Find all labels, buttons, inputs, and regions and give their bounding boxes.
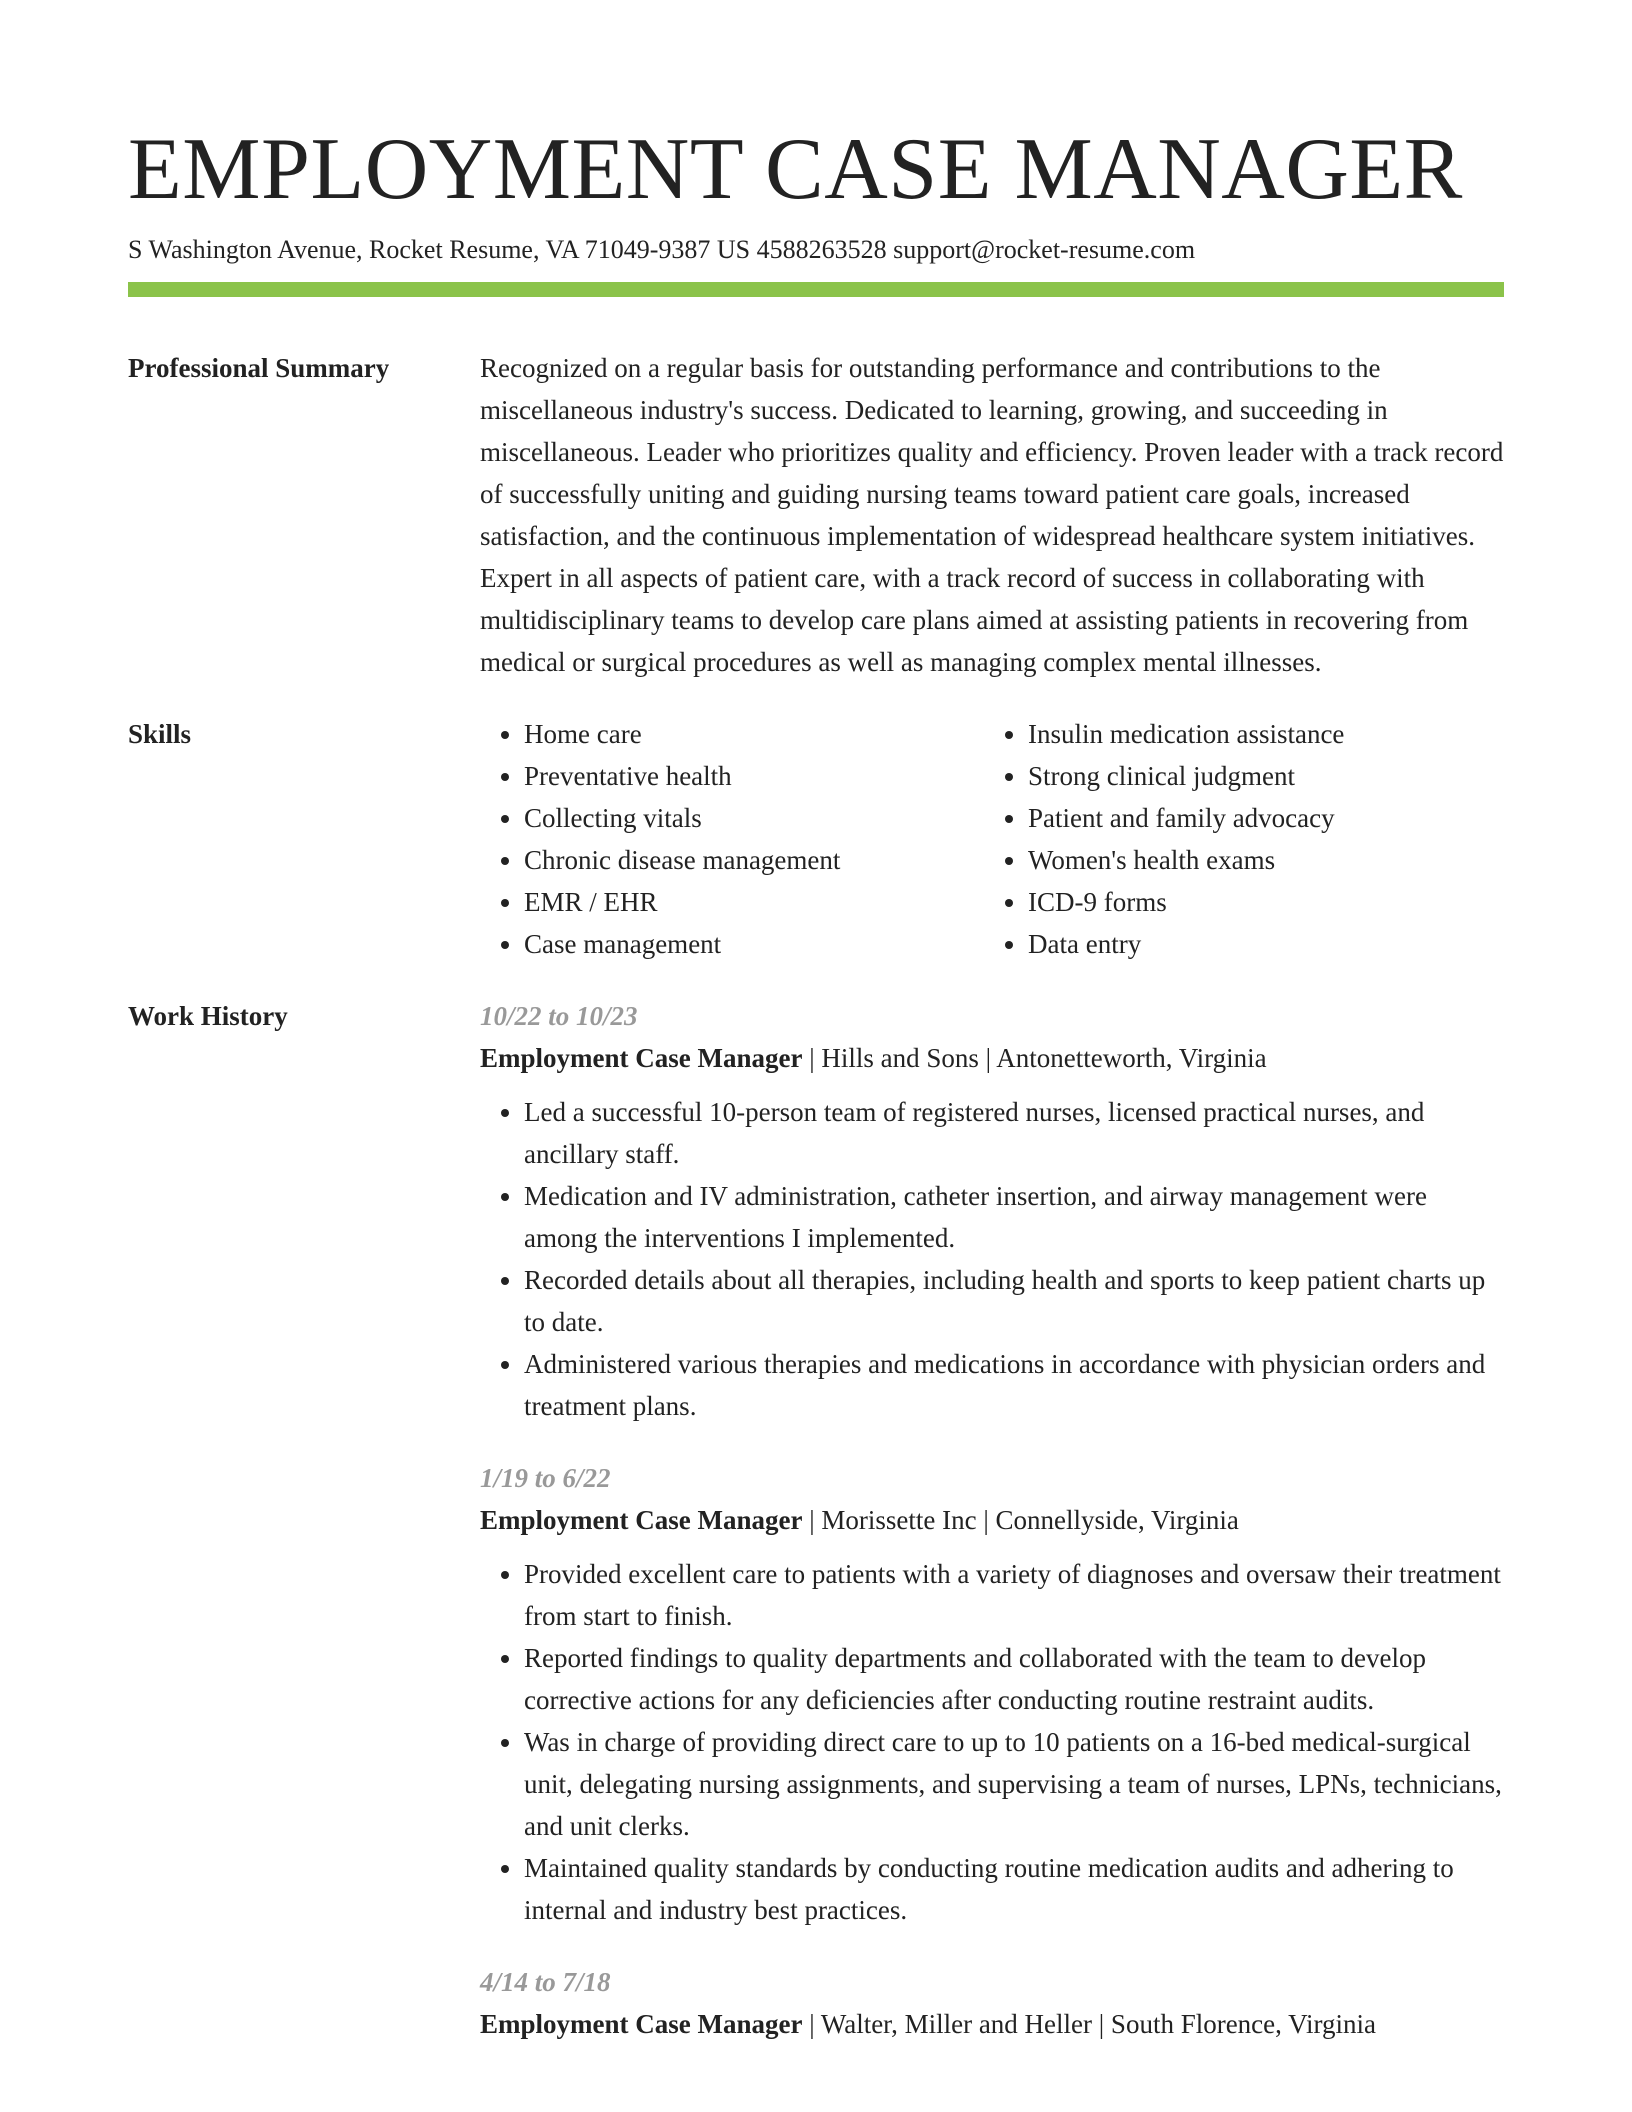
job-bullet: • Maintained quality standards by conducting routine medication audits and adhering to internal and industry best practices. bbox=[524, 1847, 1504, 1931]
skill-item: • EMR / EHR bbox=[524, 881, 984, 923]
job-entry bbox=[480, 1457, 1504, 1931]
job-bullet: • Led a successful 10-person team of registered nurses, licensed practical nurses, and ancillary staff. bbox=[524, 1091, 1504, 1175]
summary-section bbox=[128, 347, 1504, 683]
job-heading bbox=[480, 2003, 1504, 2045]
work-section bbox=[128, 995, 1504, 2075]
job-bullet: • Medication and IV administration, catheter insertion, and airway management were among the interventions I implemented. bbox=[524, 1175, 1504, 1259]
contact-line bbox=[128, 232, 1504, 268]
section-label-work: Work History bbox=[128, 1001, 288, 1031]
job-details: | Walter, Miller and Heller | South Florence, Virginia bbox=[802, 2009, 1377, 2039]
job-bullets bbox=[480, 1553, 1504, 1931]
job-date: 4/14 to 7/18 bbox=[480, 1967, 611, 1997]
job-title: Employment Case Manager bbox=[480, 1043, 803, 1073]
skill-item: • Insulin medication assistance bbox=[1028, 713, 1488, 755]
skill-item: • Patient and family advocacy bbox=[1028, 797, 1488, 839]
accent-divider bbox=[128, 282, 1504, 297]
section-label-skills: Skills bbox=[128, 719, 192, 749]
job-heading bbox=[480, 1499, 1504, 1541]
resume-page bbox=[128, 118, 1504, 2075]
job-bullet: • Reported findings to quality departments and collaborated with the team to develop corrective actions for any deficiencies after conducting routine restraint audits. bbox=[524, 1637, 1504, 1721]
job-date: 1/19 to 6/22 bbox=[480, 1463, 611, 1493]
skill-item: • Chronic disease management bbox=[524, 839, 984, 881]
job-date: 10/22 to 10/23 bbox=[480, 1001, 638, 1031]
section-label-summary: Professional Summary bbox=[128, 353, 390, 383]
skills-list-left bbox=[480, 713, 984, 965]
job-title: Employment Case Manager bbox=[480, 1505, 803, 1535]
skill-item: • Women's health exams bbox=[1028, 839, 1488, 881]
skill-item: • Collecting vitals bbox=[524, 797, 984, 839]
skill-item: • Strong clinical judgment bbox=[1028, 755, 1488, 797]
skill-item: • Preventative health bbox=[524, 755, 984, 797]
skill-item: • Data entry bbox=[1028, 923, 1488, 965]
skills-list-right bbox=[984, 713, 1488, 965]
job-title: Employment Case Manager bbox=[480, 2009, 803, 2039]
skills-section bbox=[128, 713, 1504, 965]
skill-item: • ICD-9 forms bbox=[1028, 881, 1488, 923]
job-entry bbox=[480, 1961, 1504, 2045]
job-entry bbox=[480, 995, 1504, 1427]
contact-phone: 4588263528 bbox=[756, 235, 887, 264]
job-bullet: • Provided excellent care to patients with a variety of diagnoses and oversaw their treatment from start to finish. bbox=[524, 1553, 1504, 1637]
job-details: | Morissette Inc | Connellyside, Virginia bbox=[802, 1505, 1239, 1535]
job-heading bbox=[480, 1037, 1504, 1079]
job-bullet: • Administered various therapies and medications in accordance with physician orders and treatment plans. bbox=[524, 1343, 1504, 1427]
job-bullet: • Was in charge of providing direct care to up to 10 patients on a 16-bed medical-surgical unit, delegating nursing assignments, and supervising a team of nurses, LPNs, technicians, and unit clerks. bbox=[524, 1721, 1504, 1847]
contact-email: support@rocket-resume.com bbox=[893, 235, 1196, 264]
summary-text: Recognized on a regular basis for outstanding performance and contributions to the miscellaneous industry's success. Dedicated to learning, growing, and succeeding in miscellaneous. Leader who prioritizes quality and efficiency. Proven leader with a track record of successfully uniting and guiding nursing teams toward patient care goals, increased satisfaction, and the continuous implementation of widespread healthcare system initiatives. Expert in all aspects of patient care, with a track record of success in collaborating with multidisciplinary teams to develop care plans aimed at assisting patients in recovering from medical or surgical procedures as well as managing complex mental illnesses. bbox=[480, 353, 1504, 677]
job-details: | Hills and Sons | Antonetteworth, Virginia bbox=[802, 1043, 1267, 1073]
skill-item: • Case management bbox=[524, 923, 984, 965]
job-bullets bbox=[480, 1091, 1504, 1427]
contact-address: S Washington Avenue, Rocket Resume, VA 71049-9387 US bbox=[128, 235, 751, 264]
job-bullet: • Recorded details about all therapies, including health and sports to keep patient charts up to date. bbox=[524, 1259, 1504, 1343]
resume-name: EMPLOYMENT CASE MANAGER bbox=[128, 121, 1463, 218]
skill-item: • Home care bbox=[524, 713, 984, 755]
